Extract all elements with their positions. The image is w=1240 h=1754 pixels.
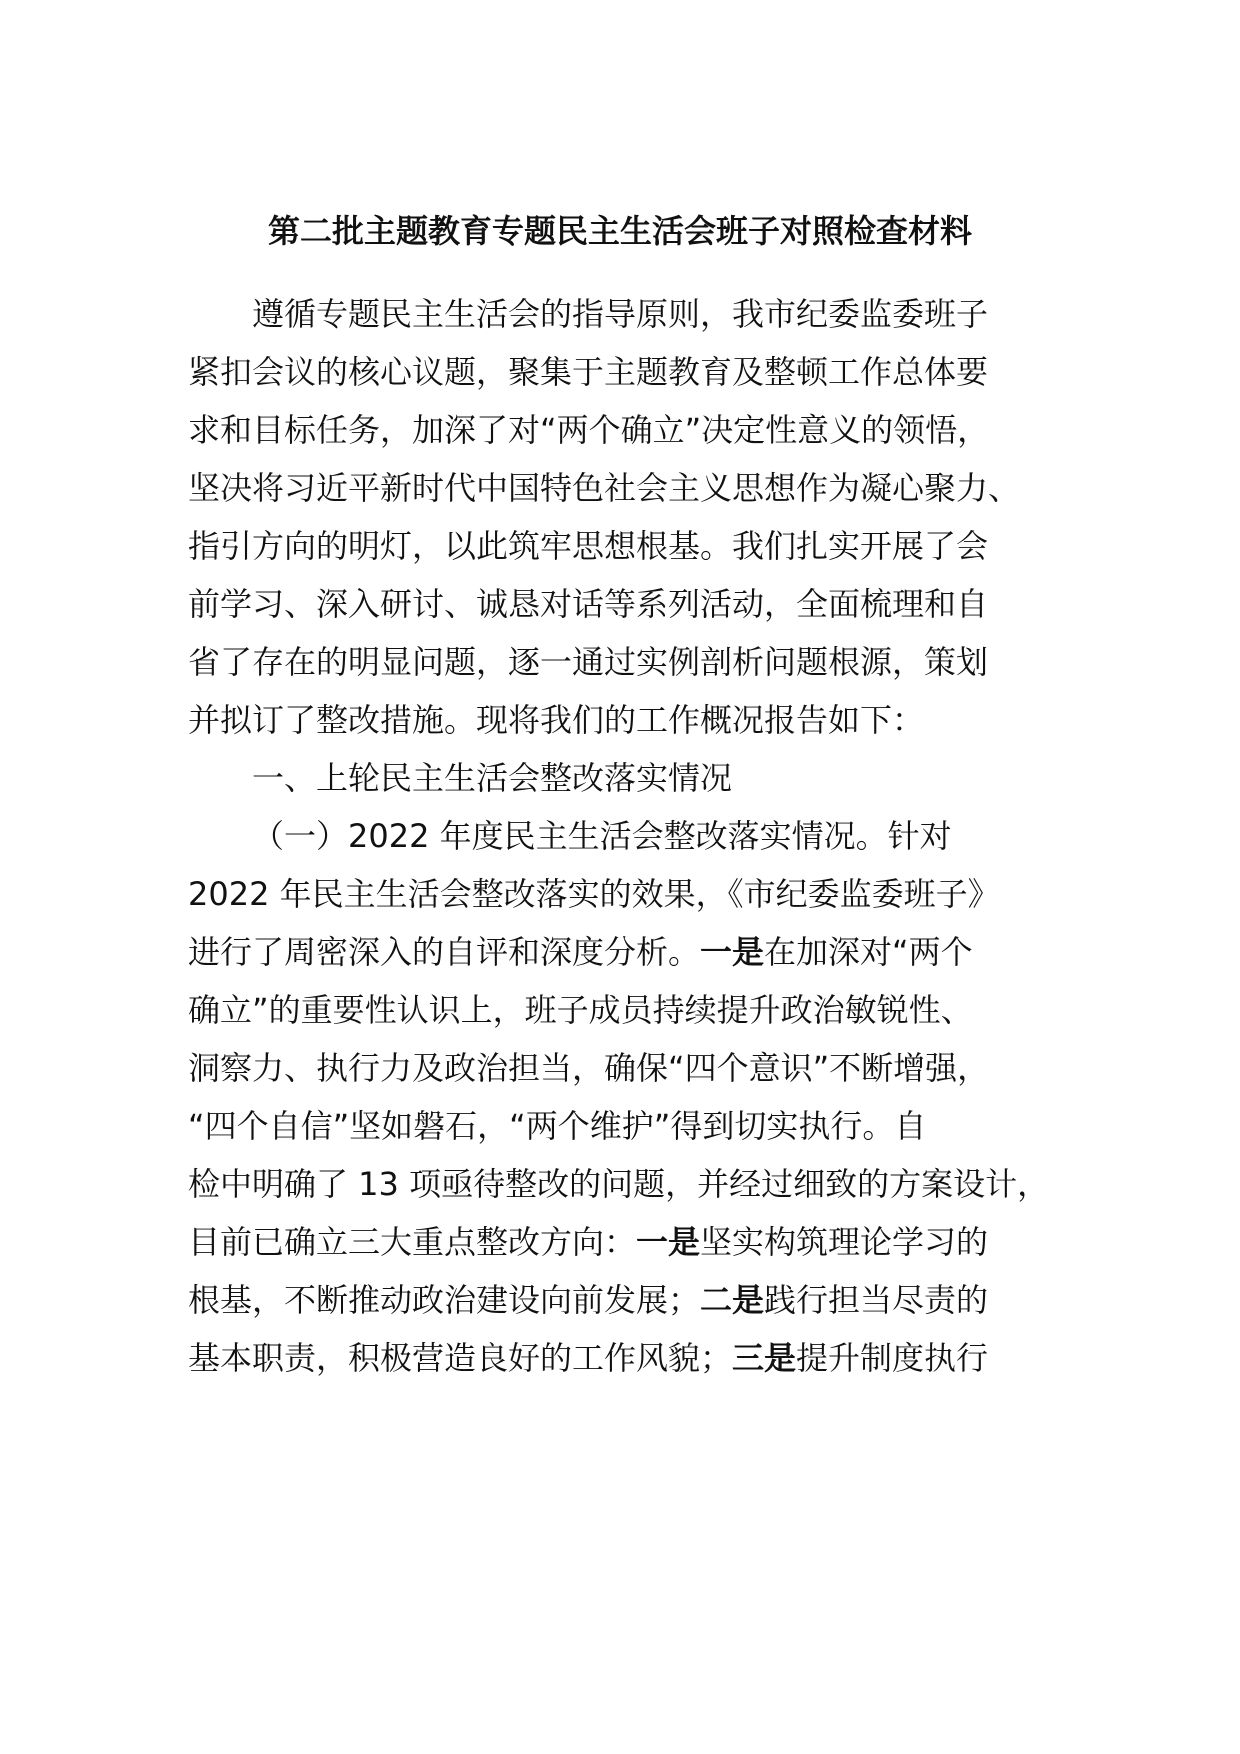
line-text: 目前已确立三大重点整改方向： — [188, 1223, 637, 1261]
line-text: 提升制度执行 — [796, 1339, 989, 1377]
emphasis-text: 一是 — [700, 933, 765, 971]
line-text: （一）2022 年度民主生活会整改落实情况。针对 — [252, 817, 952, 855]
body-line — [252, 754, 732, 802]
body-line — [188, 638, 988, 686]
line-text: 省了存在的明显问题，逐一通过实例剖析问题根源，策划 — [188, 643, 989, 681]
line-text: 前学习、深入研讨、诚恳对话等系列活动，全面梳理和自 — [188, 585, 989, 623]
emphasis-text: 三是 — [732, 1339, 797, 1377]
line-text: 紧扣会议的核心议题，聚集于主题教育及整顿工作总体要 — [188, 353, 989, 391]
line-text: 2022 年民主生活会整改落实的效果，《市纪委监委班子》 — [188, 875, 1000, 913]
line-text: 确立”的重要性认识上，班子成员持续提升政治敏锐性、 — [188, 991, 973, 1029]
body-line — [188, 986, 973, 1034]
line-text: 坚决将习近平新时代中国特色社会主义思想作为凝心聚力、 — [188, 469, 1021, 507]
line-text: 并拟订了整改措施。现将我们的工作概况报告如下： — [188, 701, 925, 739]
emphasis-text: 一是 — [636, 1223, 701, 1261]
body-line — [188, 522, 988, 570]
body-line — [188, 1160, 1049, 1208]
body-line — [188, 696, 924, 744]
line-text: 基本职责，积极营造良好的工作风貌； — [188, 1339, 733, 1377]
body-line — [188, 928, 973, 976]
body-line — [188, 1218, 988, 1266]
line-text: 求和目标任务，加深了对“两个确立”决定性意义的领悟， — [188, 411, 990, 449]
body-line — [252, 812, 952, 860]
document-title: 第二批主题教育专题民主生活会班子对照检查材料 — [267, 212, 972, 250]
body-line — [188, 870, 1000, 918]
emphasis-text: 二是 — [700, 1281, 765, 1319]
line-text: 检中明确了 13 项亟待整改的问题，并经过细致的方案设计， — [188, 1165, 1050, 1203]
line-text: 坚实构筑理论学习的 — [700, 1223, 989, 1261]
line-text: 在加深对“两个 — [764, 933, 973, 971]
line-text: “四个自信”坚如磐石，“两个维护”得到切实执行。自 — [188, 1107, 927, 1145]
body-line — [188, 580, 988, 628]
line-text: 进行了周密深入的自评和深度分析。 — [188, 933, 701, 971]
line-text: 践行担当尽责的 — [764, 1281, 989, 1319]
body-line — [252, 290, 988, 338]
body-line — [188, 1044, 989, 1092]
line-text: 洞察力、执行力及政治担当，确保“四个意识”不断增强， — [188, 1049, 990, 1087]
line-text: 根基，不断推动政治建设向前发展； — [188, 1281, 701, 1319]
body-line — [188, 1276, 988, 1324]
line-text: 一、上轮民主生活会整改落实情况 — [252, 759, 733, 797]
body-line — [188, 1334, 988, 1382]
body-line — [188, 1102, 926, 1150]
line-text: 指引方向的明灯，以此筑牢思想根基。我们扎实开展了会 — [188, 527, 989, 565]
body-line — [188, 464, 1020, 512]
line-text: 遵循专题民主生活会的指导原则，我市纪委监委班子 — [252, 295, 989, 333]
body-line — [188, 348, 988, 396]
body-line — [188, 406, 989, 454]
